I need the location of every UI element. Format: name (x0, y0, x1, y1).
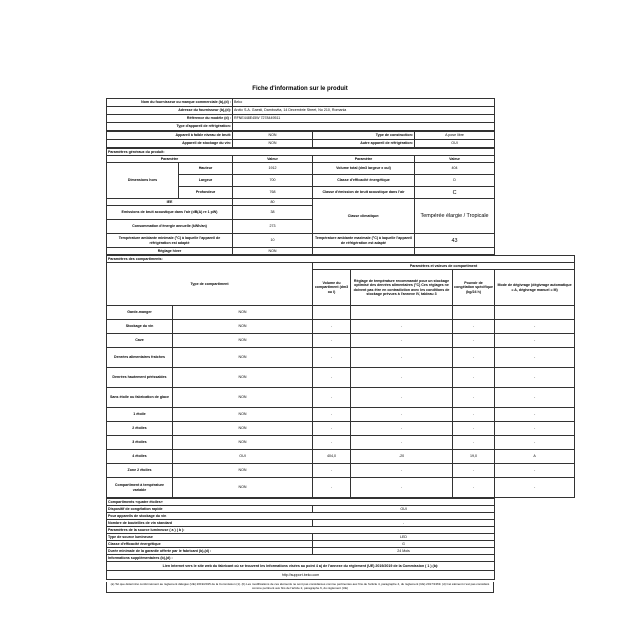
depth-label: Profondeur (179, 187, 233, 199)
noise-emission-label: Emissions de bruit acoustique dans l'air (dB(A) re 1 pW) (107, 206, 233, 220)
general-section-label: Paramètres généraux du produit: (107, 149, 495, 156)
compartment-present: NON (173, 464, 313, 478)
four-star-label: Compartiments «quatre étoiles» (107, 499, 495, 506)
compartment-temp: - (351, 334, 453, 348)
height-label: Hauteur (179, 163, 233, 175)
compartment-defrost: - (495, 334, 575, 348)
compartment-row (107, 450, 575, 464)
low-noise-value: NON (233, 132, 313, 140)
compartment-row (107, 306, 575, 320)
fast-freeze-value: OUI (313, 506, 495, 513)
max-temp-label: Température ambiante maximale (°C) à laquelle l'appareil de réfrigération est adapté (313, 234, 415, 248)
construction-label: Type de construction: (313, 132, 415, 140)
height-value: 1912 (233, 163, 313, 175)
compartment-temp: - (351, 408, 453, 422)
compartment-name: 1 étoile (107, 408, 173, 422)
compartment-power: - (453, 368, 495, 388)
wine-label: Pour appareils de stockage du vin (107, 513, 495, 520)
noise-class-value: C (415, 187, 495, 199)
efficiency-class-label: Classe d'efficacité énergétique (313, 175, 415, 187)
total-volume-value: 404 (415, 163, 495, 175)
compartment-present: NON (173, 408, 313, 422)
link-label: Lien Internet vers le site web du fabricant où se trouvent les informations visées au point 4 a) de l'annexe du règlement (UE) 2019/2019 de la Commission ( 1 ) (b): (107, 562, 495, 571)
compartment-name: Denrées alimentaires fraîches (107, 348, 173, 368)
compartment-defrost: - (495, 422, 575, 436)
winter-empty (313, 248, 415, 255)
compartment-row (107, 320, 575, 334)
iee-label: IEE (107, 199, 233, 206)
compartment-volume: - (313, 422, 351, 436)
compartment-temp: - (351, 368, 453, 388)
compartment-rows (107, 306, 575, 498)
compartment-name: 3 étoiles (107, 436, 173, 450)
compartment-name: Sans étoile ou fabrication de glace (107, 388, 173, 408)
climate-class-label: Classe climatique: (313, 199, 415, 234)
col-volume: Volume du compartiment (dm3 ou l) (313, 270, 351, 306)
noise-emission-value: 38 (233, 206, 313, 220)
min-temp-value: 10 (233, 234, 313, 248)
compartment-defrost: - (495, 320, 575, 334)
compartment-name: Cave (107, 334, 173, 348)
bottles-label: Nombre de bouteilles de vin standard (107, 520, 313, 527)
width-label: Largeur (179, 175, 233, 187)
compartment-name: 4 étoiles (107, 450, 173, 464)
light-label: Paramètres de la source lumineuse ( a ) ( b ): (107, 527, 495, 534)
compartment-volume: - (313, 388, 351, 408)
compartment-row (107, 388, 575, 408)
dimensions-label: Dimensions hors (107, 163, 179, 199)
compartment-temp: - (351, 478, 453, 498)
col-parameter: Paramètre (107, 156, 233, 163)
compartment-temp: - (351, 436, 453, 450)
compartment-power: - (453, 388, 495, 408)
climate-class-value: Tempérée élargie / Tropicale (415, 199, 495, 234)
type-table (106, 131, 495, 148)
compartment-name: 2 étoiles (107, 422, 173, 436)
bottles-value: - (313, 520, 495, 527)
compartment-row (107, 464, 575, 478)
compartment-volume: 404,0 (313, 450, 351, 464)
col-temp: Réglage de température recommandé pour un stockage optimisé des denrées alimentaires (°C) Ces réglages ne doivent pas être en contradiction avec les conditions de stockage prévues à l'annexe IV, tableau 3 (351, 270, 453, 306)
appliance-type-value (233, 123, 495, 131)
compartment-temp: -20 (351, 450, 453, 464)
compartment-present: NON (173, 334, 313, 348)
compartment-row (107, 368, 575, 388)
compartment-row (107, 478, 575, 498)
supplier-label: Nom du fournisseur ou marque commerciale (b),(d) : (107, 99, 233, 107)
extra-table (106, 498, 495, 580)
compartment-row (107, 348, 575, 368)
compartment-power: - (453, 348, 495, 368)
compartment-defrost: - (495, 464, 575, 478)
compartment-volume: - (313, 368, 351, 388)
footnote: (a) Tel que déterminé conformément au règlement délégué (UE) 2019/2015 de la Commission (1). (b) Les modifications de ces éléments ne sont pas considérées comme pertinentes aux fins de l'article 4, paragraphe 4, du règlement (UE) 2017/1369. (d) Cet élément n'est pas considéré comme pertinent aux fins de l'article 2, paragraphe 6, du règlement (UE) (106, 582, 494, 593)
product-information-sheet (106, 86, 572, 593)
depth-value: 768 (233, 187, 313, 199)
compartment-power: - (453, 422, 495, 436)
compartment-defrost: - (495, 436, 575, 450)
warranty-label: Durée minimale de la garantie offerte par le fabricant (b),(d) : (107, 548, 313, 555)
compartment-volume: - (313, 408, 351, 422)
compartment-volume: - (313, 436, 351, 450)
wine-storage-label: Appareil de stockage du vin: (107, 140, 233, 148)
header-table (106, 98, 495, 131)
low-noise-label: Appareil à faible niveau de bruit: (107, 132, 233, 140)
compartment-temp: - (351, 464, 453, 478)
compartment-row (107, 408, 575, 422)
fast-freeze-label: Dispositif de congélation rapide (107, 506, 313, 513)
compartment-power: - (453, 408, 495, 422)
warranty-value: 24 Mois (313, 548, 495, 555)
compartment-row (107, 334, 575, 348)
address-label: Adresse du fournisseur (b),(d): (107, 107, 233, 115)
compartment-present: NON (173, 388, 313, 408)
compartment-power: - (453, 436, 495, 450)
annual-consumption-label: Consommation d'énergie annuelle (kWh/an) (107, 220, 233, 234)
wine-storage-value: NON (233, 140, 313, 148)
model-label: Référence du modèle (d) : (107, 115, 233, 123)
compartment-present: NON (173, 368, 313, 388)
compartment-type-label: Type de compartiment (107, 263, 313, 306)
compartment-volume: - (313, 320, 351, 334)
compartment-power: - (453, 464, 495, 478)
compartment-name: Zone 2 étoiles (107, 464, 173, 478)
compartment-defrost: - (495, 388, 575, 408)
winter-empty-2 (415, 248, 495, 255)
compartment-volume (313, 306, 351, 320)
col-power: Pouvoir de congélation spécifique (kg/24 h) (453, 270, 495, 306)
light-class-label: Classe d'efficacité énergétique (107, 541, 313, 548)
other-appliance-label: Autre appareil de réfrigération: (313, 140, 415, 148)
compartment-power: - (453, 334, 495, 348)
col-value: Valeur (233, 156, 313, 163)
iee-value: 80 (233, 199, 313, 206)
col-parameter-2: Paramètre (313, 156, 415, 163)
compartment-temp: - (351, 320, 453, 334)
efficiency-class-value: D (415, 175, 495, 187)
compartment-defrost: - (495, 408, 575, 422)
compartment-name: Denrées hautement périssables (107, 368, 173, 388)
light-type-label: Type de source lumineuse (107, 534, 313, 541)
compartment-volume: - (313, 334, 351, 348)
construction-value: A pose libre (415, 132, 495, 140)
compartment-temp (351, 306, 453, 320)
winter-label: Réglage hiver (107, 248, 233, 255)
compartment-present: OUI (173, 450, 313, 464)
compartment-defrost: - (495, 348, 575, 368)
sheet-title: Fiche d'information sur le produit (252, 86, 348, 92)
compartment-power (453, 306, 495, 320)
compartment-present: NON (173, 348, 313, 368)
min-temp-label: Température ambiante minimale (°C) à laquelle l'appareil de réfrigération est adapté (107, 234, 233, 248)
model-value: RFNE448E45W 7278449511 (233, 115, 495, 123)
compartment-params-label: Paramètres et valeurs de compartiment (313, 263, 575, 270)
compartment-name: Stockage du vin (107, 320, 173, 334)
compartment-power: - (453, 478, 495, 498)
compartment-volume: - (313, 348, 351, 368)
info-label: Informations supplémentaires (b),(d) : (107, 555, 495, 562)
compartment-present: NON (173, 320, 313, 334)
compartment-present: NON (173, 436, 313, 450)
compartment-row (107, 436, 575, 450)
general-parameters-table (106, 148, 495, 255)
max-temp-value: 43 (415, 234, 495, 248)
compartment-power: 19,0 (453, 450, 495, 464)
compartment-row (107, 422, 575, 436)
other-appliance-value: OUI (415, 140, 495, 148)
compartment-name: Garde-manger (107, 306, 173, 320)
noise-class-label: Classe d'émission de bruit acoustique dans l'air (313, 187, 415, 199)
winter-value: NON (233, 248, 313, 255)
compartment-volume: - (313, 478, 351, 498)
compartments-section-label: Paramètres des compartiments: (107, 256, 575, 263)
total-volume-label: Volume total (dm3 largeur x oul) (313, 163, 415, 175)
light-type-value: LED (313, 534, 495, 541)
compartment-temp: - (351, 422, 453, 436)
compartment-defrost: A (495, 450, 575, 464)
support-link[interactable]: http://support.beko.com (107, 571, 495, 580)
compartment-present: NON (173, 306, 313, 320)
width-value: 700 (233, 175, 313, 187)
compartment-volume: - (313, 464, 351, 478)
compartment-temp: - (351, 388, 453, 408)
col-value-2: Valeur (415, 156, 495, 163)
address-value: Arctic S.A. Gaesti, Dambovita, 14 Decembrie Street, No 210, Romania (233, 107, 495, 115)
supplier-value: Beko (233, 99, 495, 107)
compartment-present: NON (173, 478, 313, 498)
appliance-type-label: Type d'appareil de réfrigération: (107, 123, 233, 131)
compartment-temp: - (351, 348, 453, 368)
compartments-table (106, 255, 575, 498)
compartment-defrost (495, 306, 575, 320)
col-defrost: Mode de dégivrage (dégivrage automatique = A, dégivrage manuel = M) (495, 270, 575, 306)
light-class-value: G (313, 541, 495, 548)
compartment-defrost: - (495, 368, 575, 388)
annual-consumption-value: 273 (233, 220, 313, 234)
compartment-power: - (453, 320, 495, 334)
compartment-name: Compartiment à température variable (107, 478, 173, 498)
compartment-defrost: - (495, 478, 575, 498)
compartment-present: NON (173, 422, 313, 436)
